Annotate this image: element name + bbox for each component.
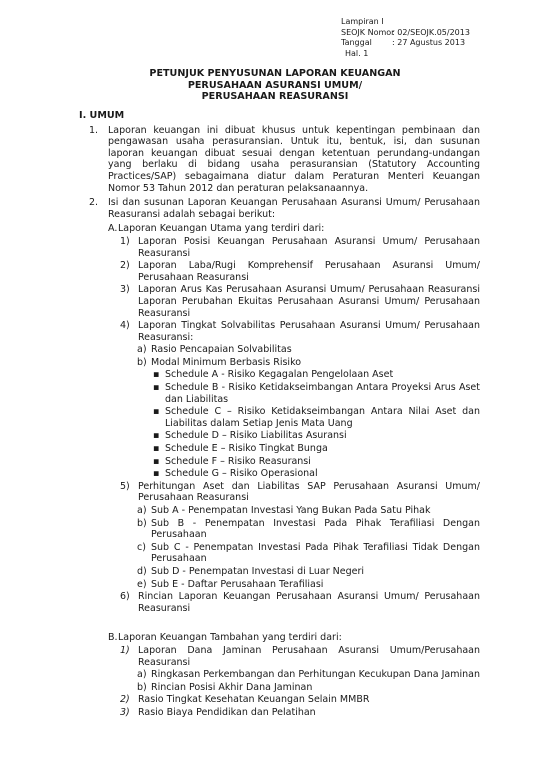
item-text: Schedule F – Risiko Reasuransi — [165, 455, 311, 467]
schedule-item — [153, 369, 480, 381]
item-text: Schedule G – Risiko Operasional — [165, 468, 318, 480]
item-text: Rincian Posisi Akhir Dana Jaminan — [151, 681, 313, 693]
item-number: d) — [137, 565, 147, 577]
schedule-item — [153, 468, 480, 480]
list-item — [120, 694, 480, 706]
item-text: Laporan Posisi Keuangan Perusahaan Asuransi Umum/ Perusahaan Reasuransi — [138, 235, 480, 259]
seojk-label: SEOJK Nomor — [341, 27, 395, 37]
list-item — [80, 125, 480, 195]
item-text: Schedule A - Risiko Kegagalan Pengelolaan Aset — [165, 369, 394, 381]
item-number: c) — [137, 541, 146, 553]
item-number: 2. — [89, 197, 99, 209]
tanggal-value: : 27 Agustus 2013 — [392, 38, 466, 47]
bullet-icon: ▪ — [153, 443, 160, 455]
item-number: 1. — [89, 124, 99, 136]
item-number: 3) — [120, 284, 130, 296]
item-number: b) — [137, 517, 147, 529]
item-text: Rincian Laporan Keuangan Perusahaan Asuransi Umum/ Perusahaan Reasuransi — [138, 591, 480, 614]
bullet-icon: ▪ — [153, 455, 160, 467]
bullet-icon: ▪ — [153, 369, 160, 381]
item-text: Laporan Tingkat Solvabilitas Perusahaan Asuransi Umum/ Perusahaan Reasuransi: — [138, 320, 480, 343]
item-text: Laporan Keuangan Tambahan yang terdiri dari: — [118, 632, 342, 644]
item-number: b) — [137, 681, 147, 693]
item-text: Rasio Tingkat Kesehatan Keuangan Selain MMBR — [138, 694, 370, 706]
item-text: Perhitungan Aset dan Liabilitas SAP Perusahaan Asuransi Umum/ Perusahaan Reasuransi — [138, 480, 480, 504]
title-line-3: PERUSAHAAN REASURANSI — [201, 91, 349, 102]
item-text: Schedule B - Risiko Ketidakseimbangan Antara Proyeksi Arus Aset dan Liabilitas — [165, 382, 480, 405]
item-number: 6) — [120, 591, 130, 603]
list-item — [137, 357, 480, 369]
item-number: 1) — [120, 235, 130, 247]
item-number: a) — [137, 669, 147, 681]
item-number: e) — [137, 578, 147, 590]
list-item — [137, 566, 480, 578]
schedule-item — [153, 430, 480, 442]
list-item — [137, 518, 480, 541]
item-number: A. — [108, 223, 118, 235]
item-text: Sub C - Penempatan Investasi Pada Pihak Terafiliasi Tidak Dengan Perusahaan — [151, 541, 480, 565]
item-number: a) — [137, 344, 147, 356]
list-item — [120, 260, 480, 283]
list-item — [108, 632, 480, 644]
item-text: Laporan Laba/Rugi Komprehensif Perusahaan Asuransi Umum/ Perusahaan Reasuransi — [138, 260, 480, 283]
item-number: 2) — [120, 694, 130, 706]
list-item — [120, 320, 480, 343]
bullet-icon: ▪ — [153, 430, 160, 442]
item-number: B. — [108, 632, 118, 644]
list-item — [120, 481, 480, 504]
schedule-item — [153, 406, 480, 429]
item-number: 2) — [120, 260, 130, 272]
list-item — [120, 707, 480, 719]
page-title — [0, 68, 550, 103]
list-item — [137, 579, 480, 591]
spacer — [80, 615, 480, 632]
list-item — [80, 197, 480, 220]
lampiran-label: Lampiran I — [341, 17, 384, 26]
item-number: 3) — [120, 706, 130, 718]
list-item — [137, 682, 480, 694]
list-item — [120, 284, 480, 319]
item-text: Schedule E – Risiko Tingkat Bunga — [165, 443, 328, 455]
item-number: a) — [137, 505, 147, 516]
tanggal-label: Tanggal — [341, 38, 372, 47]
item-text: Laporan Keuangan Utama yang terdiri dari: — [118, 223, 325, 235]
list-item — [120, 236, 480, 259]
item-text: Sub B - Penempatan Investasi Pada Pihak Terafiliasi Dengan Perusahaan — [151, 517, 480, 541]
item-text: Ringkasan Perkembangan dan Perhitungan Kecukupan Dana Jaminan — [151, 669, 480, 681]
item-text: Sub E - Daftar Perusahaan Terafiliasi — [151, 578, 324, 590]
schedule-item — [153, 382, 480, 405]
bullet-icon: ▪ — [153, 406, 160, 418]
list-item — [108, 223, 480, 235]
title-line-1: PETUNJUK PENYUSUNAN LAPORAN KEUANGAN — [149, 68, 401, 79]
item-number: 1) — [120, 644, 130, 656]
document-header — [341, 17, 470, 59]
item-text: Isi dan susunan Laporan Keuangan Perusahaan Asuransi Umum/ Perusahaan Reasuransi adalah sebagai berikut: — [108, 197, 480, 220]
list-item — [120, 645, 480, 668]
list-item — [120, 591, 480, 614]
item-text: Laporan Dana Jaminan Perusahaan Asuransi Umum/Perusahaan Reasuransi — [138, 644, 480, 668]
schedule-item — [153, 456, 480, 468]
page-number: Hal. 1 — [345, 48, 369, 58]
item-number: 4) — [120, 320, 130, 332]
item-text: Rasio Pencapaian Solvabilitas — [151, 344, 292, 356]
item-number: b) — [137, 356, 147, 368]
list-item — [137, 669, 480, 681]
item-number: 5) — [120, 480, 130, 492]
item-text: Sub D - Penempatan Investasi di Luar Negeri — [151, 565, 365, 577]
item-text: Laporan Arus Kas Perusahaan Asuransi Umum/ Perusahaan Reasuransi Laporan Perubahan Ekuitas Perusahaan Asuransi Umum/ Perusahaan Reasuransi — [138, 284, 480, 319]
title-line-2: PERUSAHAAN ASURANSI UMUM/ — [187, 79, 363, 91]
item-text: Rasio Biaya Pendidikan dan Pelatihan — [138, 706, 316, 718]
item-text: Schedule D – Risiko Liabilitas Asuransi — [165, 430, 347, 442]
item-text: Sub A - Penempatan Investasi Yang Bukan Pada Satu Pihak — [151, 505, 431, 516]
list-item — [137, 542, 480, 565]
item-text: Schedule C – Risiko Ketidakseimbangan Antara Nilai Aset dan Liabilitas dalam Setiap Jenis Mata Uang — [165, 406, 480, 429]
list-item — [137, 505, 480, 517]
document-body — [80, 110, 480, 720]
item-text: Laporan keuangan ini dibuat khusus untuk kepentingan pembinaan dan pengawasan usaha perasuransian. Untuk itu, bentuk, isi, dan susunan laporan keuangan dibuat sesuai dengan ketentuan perundang-undangan yang berlaku di bidang usaha perasuransian (Statutory Accounting Practices/SAP) sebagaimana diatur dalam Peraturan Menteri Keuangan Nomor 53 Tahun 2012 dan peraturan pelaksanaannya. — [108, 124, 480, 194]
seojk-value: : 02/SEOJK.05/2013 — [392, 27, 470, 37]
list-item — [137, 344, 480, 356]
schedule-item — [153, 443, 480, 455]
section-heading: I. UMUM — [79, 110, 125, 121]
bullet-icon: ▪ — [153, 468, 160, 480]
item-text: Modal Minimum Berbasis Risiko — [151, 356, 302, 368]
bullet-icon: ▪ — [153, 382, 160, 394]
